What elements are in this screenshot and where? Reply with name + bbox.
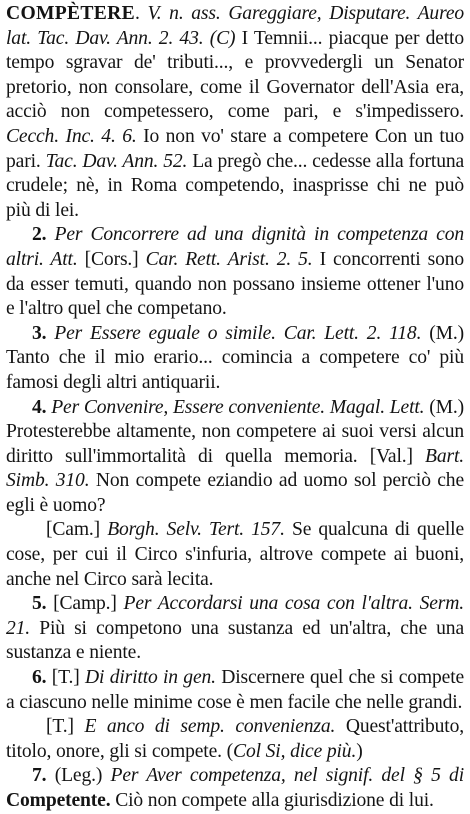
entry-sense-7 [6, 764, 464, 813]
sense-number: 5. [32, 593, 47, 615]
definition: Per Aver competenza, nel signif. del § 5 di [110, 765, 464, 787]
definition: Per Accordarsi una cosa con l'altra. Serm. 21. [6, 593, 464, 639]
citation: Tac. Dav. Ann. 52. [45, 150, 188, 172]
entry-sense-4 [6, 396, 464, 519]
sense-number: 2. [32, 224, 47, 246]
entry-sense-2 [6, 223, 464, 321]
citation: Col Si, dice più. [233, 740, 357, 762]
definition: Per Concorrere ad una dignità in competenza con altri. Att. [6, 224, 465, 270]
quote-text: I concorrenti sono da esser temuti, quando non possano insieme ottener l'uno e l'altro quel che competano. [6, 248, 465, 320]
quote-text: Se qualcuna di quelle cose, per cui il Circo s'infuria, altrove compete ai buoni, anche nel Circo sarà lecita. [6, 519, 465, 590]
entry-sense-1: COMPÈTERE. V. n. ass. Gareggiare, Disputare. Aureo lat. Tac. Dav. Ann. 2. 43. (C) I Temnii... piacque per detto tempo sgravar de' tributi..., e provvedergli un Senator pretorio, non consolare, come il Governator dell'Asia era, acciò non competessero, come pari, e s'impedissero. Cecch. Inc. 4. 6. Io non vo' stare a competere Con un tuo pari. Tac. Dav. Ann. 52. La pregò che... cedesse alla fortuna crudele; nè, in Roma competendo, inasprisse chi ne può più di lei. [6, 3, 465, 221]
sense-number: 3. [32, 322, 47, 344]
citation: Car. Rett. Arist. 2. 5. [145, 248, 313, 270]
citation: Bart. Simb. 310. [6, 445, 465, 492]
source-mark: (Leg.) [54, 765, 103, 787]
quote-text: Non compete eziandio ad uomo sol perciò che egli è uomo? [6, 470, 464, 516]
sense-number: 7. [32, 765, 47, 787]
definition: Per Convenire, Essere conveniente. Magal. Lett. [51, 396, 425, 418]
source-mark: (C) [209, 27, 236, 49]
definition: Per Essere eguale o simile. Car. Lett. 2. 118. [54, 322, 422, 344]
definition: Gareggiare, Disputare. Aureo lat. Tac. Dav. Ann. 2. 43. [6, 3, 465, 49]
sense-number: 4. [32, 396, 47, 418]
definition: E anco di semp. convenienza. [84, 716, 336, 738]
source-mark: [T.] [51, 667, 80, 689]
quote-text: Tanto che il mio erario... comincia a competere co' più famosi degli altri antiquarii. [6, 347, 464, 393]
source-mark: (M.) [429, 396, 465, 418]
quote-text: Discernere quel che si compete a ciascuno nelle minime cose è men facile che nelle grandi. [6, 667, 465, 713]
quote-text: Più si competono una sustanza ed un'altra, che una sustanza e niente. [6, 617, 464, 664]
source-mark: (M.) [429, 322, 464, 344]
quote-text: Quest'attributo, titolo, onore, gli si compete. [6, 716, 464, 762]
cross-reference: Competente. [6, 790, 111, 811]
entry-sense-4-extra [6, 518, 464, 592]
entry-sense-5 [6, 592, 464, 666]
entry-sense-6-extra [6, 715, 464, 764]
quote-text: I Temnii... piacque per detto tempo sgravar de' tributi..., e provvedergli un Senator pretorio, non consolare, come il Governator dell'Asia era, acciò non competessero, come pari, e s'impedissero. [6, 27, 464, 123]
paren-close: ) [356, 740, 363, 762]
source-mark: [Cam.] [46, 519, 101, 541]
source-mark: [Val.] [369, 445, 413, 467]
paren-open: ( [226, 740, 234, 762]
citation: Cecch. Inc. 4. 6. [6, 125, 137, 147]
source-mark: [Camp.] [53, 593, 117, 615]
quote-text: Io non vo' stare a competere Con un tuo pari. [6, 125, 464, 172]
quote-text: Protesterebbe altamente, non competere ai suoi versi alcun diritto sull'immortalità di quella memoria. [6, 421, 464, 467]
citation: Borgh. Selv. Tert. 157. [107, 519, 285, 541]
dictionary-page [6, 2, 464, 814]
definition: Di diritto in gen. [85, 667, 216, 689]
sense-number: 6. [32, 667, 47, 689]
entry-sense-3 [6, 322, 464, 396]
quote-text: Ciò non compete alla giurisdizione di lui. [115, 790, 434, 811]
entry-sense-6 [6, 666, 464, 715]
source-mark: [Cors.] [84, 248, 139, 270]
headword: COMPÈTERE [6, 3, 135, 24]
grammar-label: V. n. ass. [147, 3, 221, 24]
quote-text: La pregò che... cedesse alla fortuna crudele; nè, in Roma competendo, inasprisse chi ne può più di lei. [6, 150, 465, 221]
source-mark: [T.] [46, 716, 74, 738]
